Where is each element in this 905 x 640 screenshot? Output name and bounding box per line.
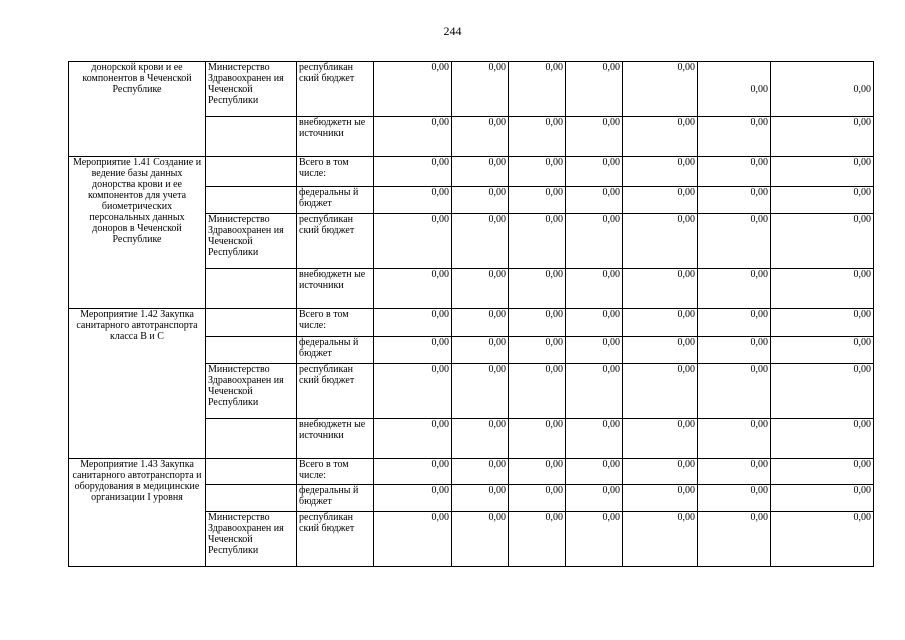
amount-cell: 0,00	[566, 309, 623, 337]
table-row	[69, 309, 874, 337]
executor-cell	[206, 309, 297, 337]
amount-cell: 0,00	[452, 269, 509, 309]
amount-cell: 0,00	[566, 337, 623, 364]
amount-cell: 0,00	[771, 364, 874, 419]
amount-cell: 0,00	[452, 337, 509, 364]
table-row	[69, 62, 874, 117]
amount-cell: 0,00	[374, 337, 452, 364]
amount-cell: 0,00	[509, 117, 566, 157]
amount-cell: 0,00	[771, 419, 874, 459]
amount-cell: 0,00	[771, 269, 874, 309]
executor-cell: Министерство Здравоохранен ия Чеченской Республики	[206, 512, 297, 567]
funding-source-cell: Всего в том числе:	[297, 309, 374, 337]
funding-source-cell: федеральны й бюджет	[297, 485, 374, 512]
amount-cell: 0,00	[771, 337, 874, 364]
amount-cell: 0,00	[698, 214, 771, 269]
amount-cell: 0,00	[623, 364, 698, 419]
amount-cell: 0,00	[509, 214, 566, 269]
amount-cell: 0,00	[771, 309, 874, 337]
amount-cell: 0,00	[509, 62, 566, 117]
amount-cell: 0,00	[452, 364, 509, 419]
amount-cell: 0,00	[771, 187, 874, 214]
amount-cell: 0,00	[698, 364, 771, 419]
amount-cell: 0,00	[623, 269, 698, 309]
table-row	[69, 459, 874, 485]
amount-cell: 0,00	[566, 419, 623, 459]
amount-cell: 0,00	[374, 157, 452, 187]
executor-cell	[206, 459, 297, 485]
amount-cell: 0,00	[509, 309, 566, 337]
amount-cell: 0,00	[374, 117, 452, 157]
executor-cell	[206, 117, 297, 157]
amount-cell: 0,00	[452, 459, 509, 485]
amount-cell: 0,00	[374, 309, 452, 337]
amount-cell: 0,00	[452, 157, 509, 187]
amount-cell: 0,00	[452, 117, 509, 157]
amount-cell: 0,00	[771, 157, 874, 187]
executor-cell	[206, 419, 297, 459]
executor-cell: Министерство Здравоохранен ия Чеченской Республики	[206, 364, 297, 419]
amount-cell: 0,00	[374, 364, 452, 419]
amount-cell: 0,00	[771, 512, 874, 567]
amount-cell: 0,00	[566, 117, 623, 157]
amount-cell: 0,00	[509, 337, 566, 364]
amount-cell: 0,00	[698, 485, 771, 512]
amount-cell: 0,00	[771, 485, 874, 512]
executor-cell: Министерство Здравоохранен ия Чеченской Республики	[206, 214, 297, 269]
amount-cell: 0,00	[374, 187, 452, 214]
amount-cell: 0,00	[374, 269, 452, 309]
page-number: 244	[443, 24, 462, 38]
amount-cell: 0,00	[374, 459, 452, 485]
amount-cell: 0,00	[623, 214, 698, 269]
amount-cell: 0,00	[566, 62, 623, 117]
executor-cell	[206, 485, 297, 512]
amount-cell: 0,00	[452, 419, 509, 459]
amount-cell: 0,00	[623, 157, 698, 187]
amount-cell: 0,00	[566, 187, 623, 214]
measure-cell: Мероприятие 1.43 Закупка санитарного автотранспорта и оборудования в медицинские организации I уровня	[69, 459, 206, 567]
amount-cell: 0,00	[374, 485, 452, 512]
amount-cell: 0,00	[771, 117, 874, 157]
amount-cell: 0,00	[623, 419, 698, 459]
funding-source-cell: федеральны й бюджет	[297, 337, 374, 364]
funding-source-cell: внебюджетн ые источники	[297, 117, 374, 157]
amount-cell: 0,00	[623, 117, 698, 157]
amount-cell: 0,00	[771, 214, 874, 269]
amount-cell: 0,00	[698, 157, 771, 187]
amount-cell: 0,00	[698, 459, 771, 485]
amount-cell: 0,00	[623, 187, 698, 214]
amount-cell: 0,00	[374, 62, 452, 117]
amount-cell: 0,00	[509, 419, 566, 459]
funding-source-cell: федеральны й бюджет	[297, 187, 374, 214]
executor-cell	[206, 157, 297, 187]
amount-cell: 0,00	[566, 364, 623, 419]
amount-cell: 0,00	[698, 309, 771, 337]
funding-source-cell: Всего в том числе:	[297, 157, 374, 187]
amount-cell: 0,00	[509, 512, 566, 567]
amount-cell: 0,00	[698, 117, 771, 157]
amount-cell: 0,00	[509, 187, 566, 214]
amount-cell: 0,00	[623, 309, 698, 337]
amount-cell: 0,00	[374, 214, 452, 269]
funding-source-cell: внебюджетн ые источники	[297, 269, 374, 309]
amount-cell: 0,00	[698, 512, 771, 567]
amount-cell: 0,00	[623, 512, 698, 567]
amount-cell: 0,00	[452, 512, 509, 567]
amount-cell: 0,00	[698, 337, 771, 364]
amount-cell: 0,00	[566, 214, 623, 269]
executor-cell	[206, 187, 297, 214]
amount-cell: 0,00	[623, 62, 698, 117]
amount-cell: 0,00	[374, 419, 452, 459]
amount-cell: 0,00	[566, 512, 623, 567]
funding-source-cell: внебюджетн ые источники	[297, 419, 374, 459]
funding-source-cell: республикан ский бюджет	[297, 62, 374, 117]
amount-cell: 0,00	[509, 364, 566, 419]
executor-cell	[206, 337, 297, 364]
amount-cell: 0,00	[374, 512, 452, 567]
amount-cell: 0,00	[452, 214, 509, 269]
executor-cell	[206, 269, 297, 309]
amount-cell: 0,00	[566, 459, 623, 485]
amount-cell: 0,00	[698, 419, 771, 459]
amount-cell: 0,00	[698, 269, 771, 309]
funding-source-cell: республикан ский бюджет	[297, 512, 374, 567]
amount-cell: 0,00	[452, 485, 509, 512]
amount-cell: 0,00	[452, 309, 509, 337]
amount-cell: 0,00	[509, 157, 566, 187]
amount-cell: 0,00	[452, 187, 509, 214]
amount-cell: 0,00	[623, 459, 698, 485]
funding-source-cell: республикан ский бюджет	[297, 364, 374, 419]
amount-cell: 0,00	[566, 157, 623, 187]
amount-cell: 0,00	[771, 459, 874, 485]
table-row	[69, 157, 874, 187]
measure-cell: Мероприятие 1.41 Создание и ведение базы данных донорства крови и ее компонентов для учета биометрических персональных данных доноров в Чеченской Республике	[69, 157, 206, 309]
amount-cell: 0,00	[509, 459, 566, 485]
budget-table	[68, 61, 874, 567]
funding-source-cell: Всего в том числе:	[297, 459, 374, 485]
amount-cell: 0,00	[698, 187, 771, 214]
amount-cell: 0,00	[623, 485, 698, 512]
amount-cell: 0,00	[509, 485, 566, 512]
measure-cell: донорской крови и ее компонентов в Чеченской Республике	[69, 62, 206, 157]
amount-cell: 0,00	[623, 337, 698, 364]
executor-cell: Министерство Здравоохранен ия Чеченской Республики	[206, 62, 297, 117]
amount-cell: 0,00	[566, 269, 623, 309]
measure-cell: Мероприятие 1.42 Закупка санитарного автотранспорта класса В и С	[69, 309, 206, 459]
amount-cell: 0,00	[509, 269, 566, 309]
amount-cell: 0,00	[452, 62, 509, 117]
amount-cell: 0,00	[566, 485, 623, 512]
amount-cell: 0,00	[698, 62, 771, 117]
amount-cell: 0,00	[771, 62, 874, 117]
funding-source-cell: республикан ский бюджет	[297, 214, 374, 269]
